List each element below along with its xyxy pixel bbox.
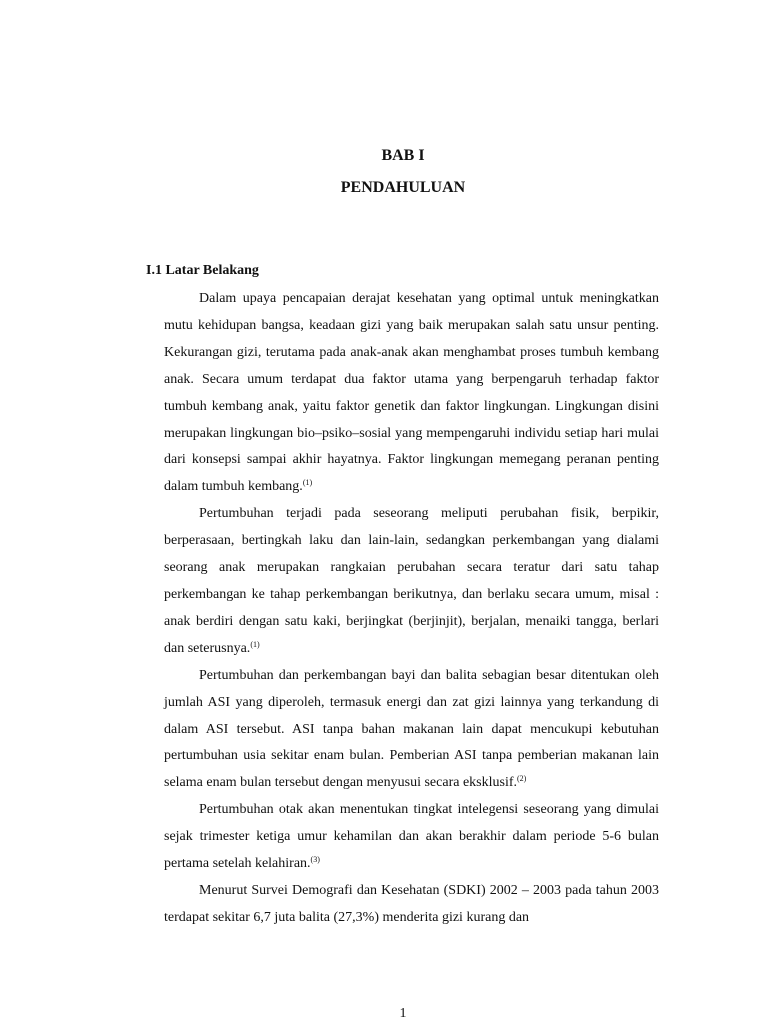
paragraph-text: Dalam upaya pencapaian derajat kesehatan yang optimal untuk meningkatkan mutu kehidupan bangsa, keadaan gizi yang baik merupakan salah satu unsur penting. Kekurangan gizi, terutama pada anak-anak akan menghambat proses tumbuh kembang anak. Secara umum terdapat dua faktor utama yang berpengaruh terhadap faktor tumbuh kembang anak, yaitu faktor genetik dan faktor lingkungan. Lingkungan disini merupakan lingkungan bio–psiko–sosial yang mempengaruhi individu setiap hari mulai dari konsepsi sampai akhir hayatnya. Faktor lingkungan memegang peranan penting dalam tumbuh kembang. [164,291,659,495]
citation-marker: (2) [517,774,527,784]
chapter-title: PENDAHULUAN [340,179,466,196]
paragraph [164,286,659,501]
paragraph [164,501,659,662]
paragraph [164,797,659,878]
paragraph-text: Pertumbuhan dan perkembangan bayi dan balita sebagian besar ditentukan oleh jumlah ASI yang diperoleh, termasuk energi dan zat gizi lainnya yang terkandung di dalam ASI tersebut. ASI tanpa bahan makanan lain dapat mencukupi kebutuhan pertumbuhan usia sekitar enam bulan. Pemberian ASI tanpa pemberian makanan lain selama enam bulan tersebut dengan menyusui secara eksklusif. [164,667,659,791]
paragraph-text: Pertumbuhan terjadi pada seseorang meliputi perubahan fisik, berpikir, berperasaan, bertingkah laku dan lain-lain, sedangkan perkembangan yang dialami seorang anak merupakan rangkaian perubahan secara teratur dari satu tahap perkembangan ke tahap perkembangan berikutnya, dan berlaku secara umum, misal : anak berdiri dengan satu kaki, berjingkat (berjinjit), berjalan, menaiki tangga, berlari dan seterusnya. [164,506,659,656]
body-text [164,286,659,932]
paragraph [164,663,659,798]
paragraph-text: Pertumbuhan otak akan menentukan tingkat intelegensi seseorang yang dimulai sejak trimester ketiga umur kehamilan dan akan berakhir dalam periode 5-6 bulan pertama setelah kelahiran. [164,802,659,872]
paragraph-text: Menurut Survei Demografi dan Kesehatan (SDKI) 2002 – 2003 pada tahun 2003 terdapat sekitar 6,7 juta balita (27,3%) menderita gizi kurang dan [164,882,659,925]
citation-marker: (3) [310,855,320,865]
page-number: 1 [399,1006,407,1021]
paragraph [164,878,659,932]
citation-marker: (1) [250,639,260,649]
citation-marker: (1) [302,478,313,488]
section-heading: I.1 Latar Belakang [146,263,259,278]
chapter-number: BAB I [381,147,425,164]
